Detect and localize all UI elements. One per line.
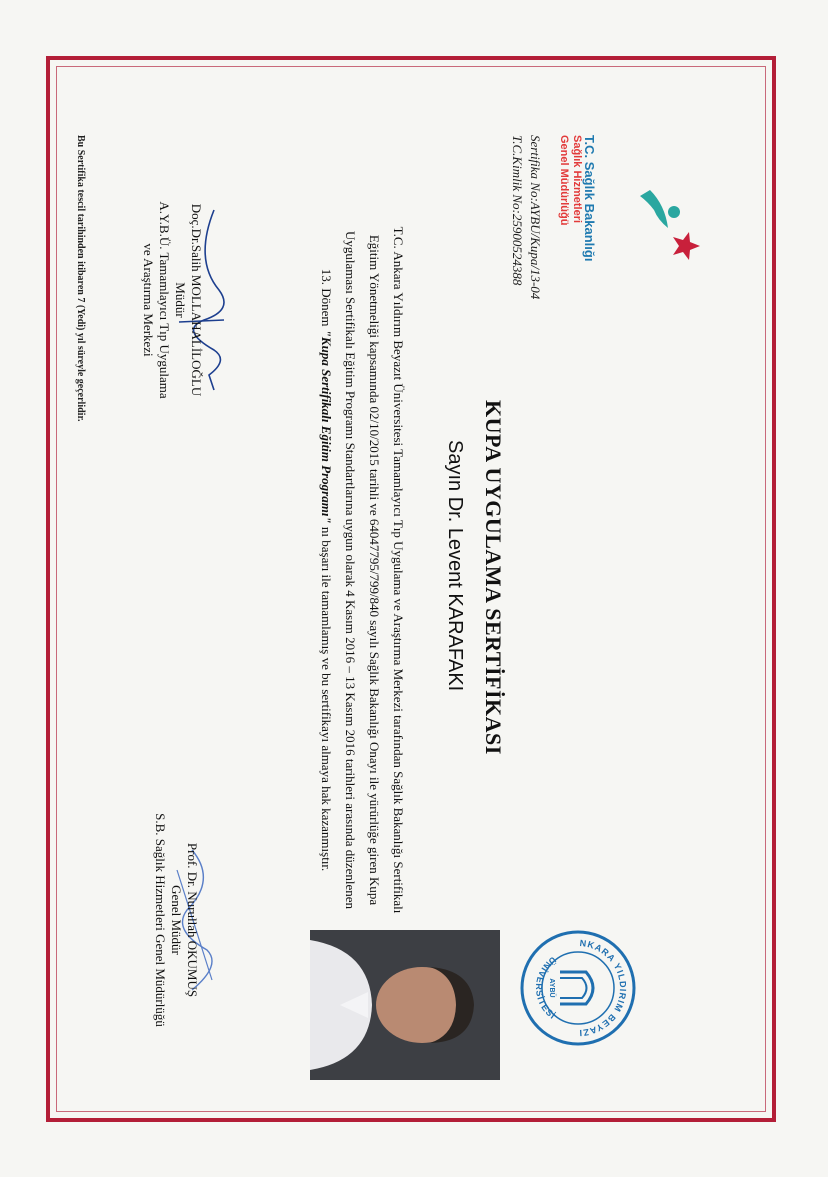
body-line4-pre: 13. Dönem bbox=[319, 268, 334, 330]
left-signatory-name: Doç.Dr.Salih MOLLAHALİLOĞLU bbox=[189, 203, 204, 397]
body-line4 bbox=[314, 140, 338, 1000]
certificate-body bbox=[314, 140, 410, 1000]
portrait-icon bbox=[310, 930, 500, 1080]
body-line1: T.C. Ankara Yıldırım Beyazıt Üniversitesi Tamamlayıcı Tıp Uygulama ve Araştırma Merkezi tarafından Sağlık Bakanlığı Sertifikalı bbox=[391, 226, 406, 914]
ministry-logo bbox=[610, 150, 720, 270]
ministry-line1: T.C. Sağlık Bakanlığı bbox=[582, 135, 597, 262]
ministry-line3: Genel Müdürlüğü bbox=[558, 135, 570, 226]
program-name: "Kupa Sertifikalı Eğitim Programı" bbox=[319, 329, 334, 524]
right-signatory bbox=[152, 780, 222, 1060]
left-signatory bbox=[140, 170, 234, 430]
left-signatory-org1: A.Y.B.Ü. Tamamlayıcı Tıp Uygulama bbox=[157, 201, 172, 399]
body-line4-post: nı başarı ile tamamlamış ve bu sertifikayı almaya hak kazanmıştır. bbox=[319, 523, 334, 872]
body-line2: Eğitim Yönetmeliği kapsamında 02/10/2015 tarihli ve 64047795/799/840 sayılı Sağlık Bakanlığı Onayı ile yürürlüğe giren Kupa bbox=[367, 234, 382, 906]
seal-center-text: AYBÜ bbox=[548, 978, 555, 998]
seal-bottom-text: ÜNİVERSİTESİ bbox=[533, 954, 558, 1022]
seal-top-text: NKARA YILDIRIM BEYAZI bbox=[578, 937, 629, 1039]
right-signatory-name: Prof. Dr. Nurullah OKUMUŞ bbox=[185, 842, 200, 998]
certificate-number: Sertifika No:AYBU/Kupa/13-04 bbox=[528, 135, 543, 300]
certificate-title: KUPA UYGULAMA SERTİFİKASI bbox=[481, 400, 506, 755]
university-seal-icon bbox=[518, 928, 638, 1048]
ministry-line2: Sağlık Hizmetleri bbox=[571, 135, 583, 224]
right-signatory-role: Genel Müdür bbox=[169, 885, 184, 955]
left-signatory-org2: ve Araştırma Merkezi bbox=[141, 243, 156, 357]
university-seal bbox=[518, 928, 638, 1048]
left-signatory-role: Müdür bbox=[173, 282, 188, 318]
right-signatory-org1: S.B. Sağlık Hizmetleri Genel Müdürlüğü bbox=[153, 813, 168, 1027]
tc-id-number: T.C.Kimlik No:25900524388 bbox=[510, 135, 525, 286]
body-line3: Uygulaması Sertifikalı Eğitim Programı Standartlarına uygun olarak 4 Kasım 2016 – 13 Kasım 2016 tarihleri arasında düzenlenen bbox=[343, 230, 358, 909]
recipient-photo bbox=[310, 930, 500, 1080]
validity-note: Bu Sertifika tescil tarihinden itibaren 7 (Yedi) yıl süreyle geçerlidir. bbox=[75, 135, 86, 422]
recipient-name: Sayın Dr. Levent KARAFAKI bbox=[444, 440, 466, 692]
ministry-name bbox=[557, 135, 596, 325]
certificate-reference bbox=[508, 135, 544, 299]
crescent-star-icon bbox=[610, 150, 720, 270]
